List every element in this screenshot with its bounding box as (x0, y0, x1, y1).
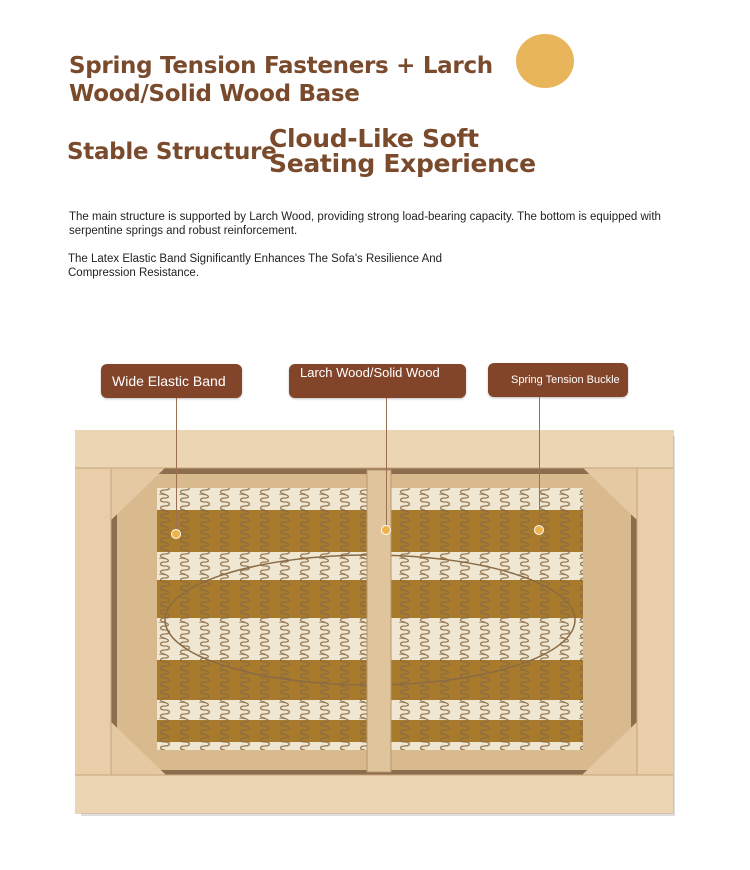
stable-structure-heading: Stable Structure (67, 139, 277, 165)
spring-buckle-pin (534, 525, 544, 535)
description-paragraph-2: The Latex Elastic Band Significantly Enhances The Sofa's Resilience And Compression Resistance. (68, 253, 443, 279)
larch-wood-pin (381, 525, 391, 535)
wide-elastic-band-label: Wide Elastic Band (101, 364, 242, 398)
description-paragraph-1: The main structure is supported by Larch Wood, providing strong load-bearing capacity. The bottom is equipped with serpentine springs and robust reinforcement. (69, 211, 661, 237)
elastic-band-pin (171, 529, 181, 539)
spring-buckle-leader-line (539, 397, 540, 525)
cloud-like-heading: Cloud-Like Soft Seating Experience (269, 124, 536, 178)
larch-wood-label: Larch Wood/Solid Wood (289, 364, 466, 398)
main-heading: Spring Tension Fasteners + Larch Wood/Solid Wood Base (69, 53, 493, 107)
elastic-band-leader-line (176, 398, 177, 530)
sofa-base-frame-illustration (75, 430, 675, 816)
larch-wood-leader-line (386, 398, 387, 526)
spring-tension-buckle-label: Spring Tension Buckle (488, 363, 628, 397)
